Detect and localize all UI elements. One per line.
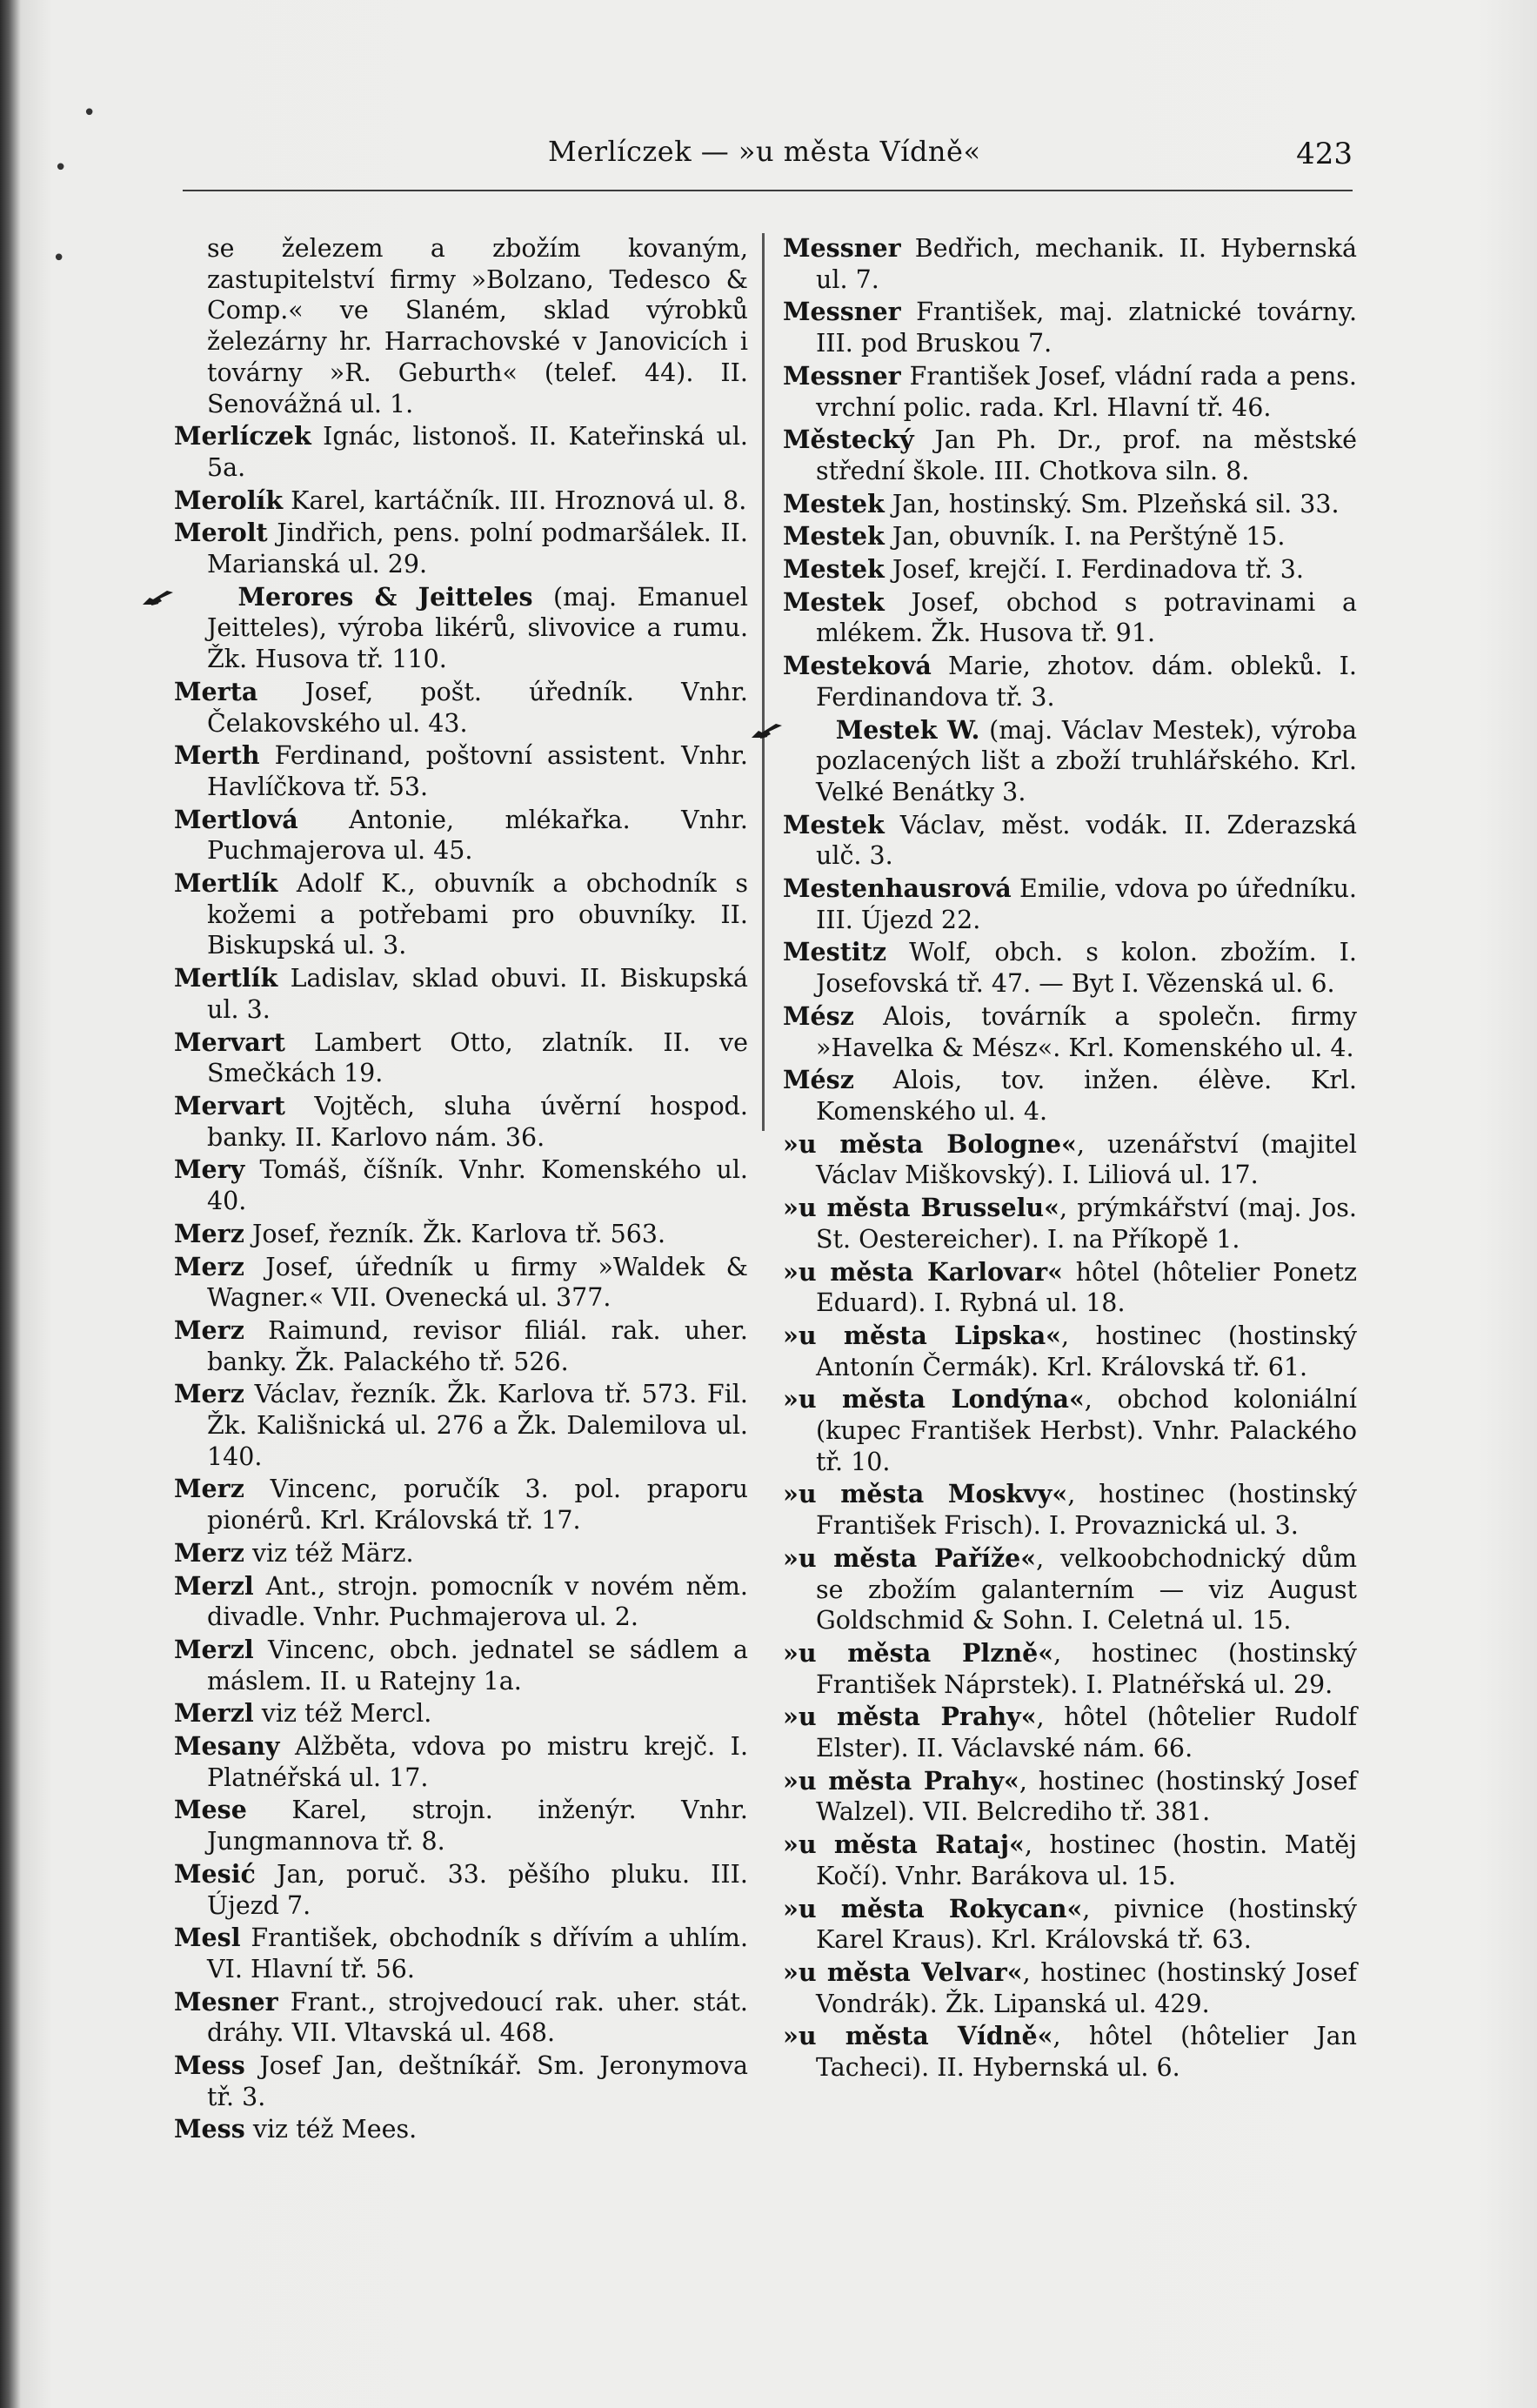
entry-name: Merolt <box>174 518 268 548</box>
directory-entry <box>174 518 748 579</box>
directory-entry <box>783 1257 1357 1319</box>
entry-name: Mervart <box>174 1027 285 1057</box>
entry-text: hôtel (hôtelier Ponetz Eduard). I. Rybná ul. 18. <box>816 1257 1357 1318</box>
entry-name: Merzl <box>174 1570 254 1601</box>
entry-text: Emilie, vdova po úředníku. III. Újezd 22. <box>816 874 1357 934</box>
entry-text: Václav, měst. vodák. II. Zderazská ulč. 3. <box>816 810 1357 871</box>
directory-entry <box>174 1923 748 1984</box>
entry-text: Raimund, revisor filiál. rak. uher. banky. Žk. Palackého tř. 526. <box>207 1315 748 1376</box>
entry-name: Merth <box>174 740 260 771</box>
entry-text: , velkoobchodnický dům se zbožím galanterním — viz August Goldschmid & Sohn. I. Celetná ul. 15. <box>816 1543 1357 1635</box>
header-rule <box>183 190 1353 191</box>
entry-name: Mestitz <box>783 937 887 967</box>
directory-entry <box>783 873 1357 935</box>
entry-text: František Josef, vládní rada a pens. vrchní polic. rada. Krl. Hlavní tř. 46. <box>816 361 1357 422</box>
directory-entry <box>174 1635 748 1696</box>
directory-entry <box>783 1321 1357 1382</box>
entry-text: , hostinec (hostinský Josef Walzel). VII. Belcrediho tř. 381. <box>816 1766 1357 1827</box>
directory-entry <box>174 1538 748 1569</box>
directory-entry <box>174 2050 748 2112</box>
entry-text: Alois, tov. inžen. élève. Krl. Komenského ul. 4. <box>816 1066 1357 1126</box>
entry-name: Mertlová <box>174 804 298 834</box>
directory-entry <box>783 1001 1357 1063</box>
entry-name: Mestek <box>783 488 885 518</box>
entry-text: Ant., strojn. pomocník v novém něm. divadle. Vnhr. Puchmajerova ul. 2. <box>207 1571 748 1632</box>
entry-text: Bedřich, mechanik. II. Hybernská ul. 7. <box>816 234 1357 294</box>
directory-entry <box>174 233 748 419</box>
directory-entry <box>174 1859 748 1921</box>
directory-entry <box>174 421 748 483</box>
entry-text: Antonie, mlékařka. Vnhr. Puchmajerova ul. 45. <box>207 805 748 866</box>
directory-entry <box>783 715 1357 808</box>
entry-text: Adolf K., obuvník a obchodník s kožemi a potřebami pro obuvníky. II. Biskupská ul. 3. <box>207 869 748 960</box>
entry-text: , hostinec (hostinský František Frisch). I. Provaznická ul. 3. <box>816 1480 1357 1541</box>
entry-name: Mesl <box>174 1923 241 1953</box>
entry-name: Mestenhausrová <box>783 873 1012 904</box>
print-speck: • <box>54 155 68 181</box>
entry-text: , hostinec (hostinský Antonín Čermák). Krl. Královská tř. 61. <box>816 1321 1357 1381</box>
entry-name: »u města Rokycan« <box>783 1893 1083 1923</box>
entry-text: Josef, obchod s potravinami a mlékem. Žk. Husova tř. 91. <box>816 587 1357 648</box>
directory-entry <box>174 963 748 1025</box>
entry-name: Mertlík <box>174 963 278 993</box>
entry-name: Mestek <box>783 521 885 552</box>
entry-name: »u města Lipska« <box>783 1320 1061 1350</box>
entry-name: Merz <box>174 1314 244 1345</box>
directory-entry <box>783 1543 1357 1636</box>
entry-text: viz též Mees. <box>244 2115 418 2144</box>
directory-entry <box>783 1384 1357 1477</box>
page-number: 423 <box>1296 137 1353 171</box>
entry-text: , hostinec (hostinský Josef Vondrák). Žk. Lipanská ul. 429. <box>816 1957 1357 2018</box>
entry-text: , hôtel (hôtelier Rudolf Elster). II. Václavské nám. 66. <box>816 1702 1357 1763</box>
directory-entry <box>783 1065 1357 1127</box>
directory-entry <box>174 1474 748 1535</box>
directory-entry <box>174 1154 748 1216</box>
directory-entry <box>174 805 748 866</box>
entry-name: Merz <box>174 1251 244 1281</box>
directory-entry <box>783 361 1357 423</box>
pointing-hand-icon <box>174 585 209 605</box>
entry-text: , hôtel (hôtelier Jan Tacheci). II. Hybernská ul. 6. <box>816 2022 1357 2083</box>
entry-name: Mész <box>783 1000 854 1031</box>
directory-entry <box>783 1766 1357 1828</box>
entry-text: Lambert Otto, zlatník. II. ve Smečkách 19. <box>207 1027 748 1088</box>
directory-entry <box>174 1795 748 1856</box>
entry-text: Václav, řezník. Žk. Karlova tř. 573. Fil. Žk. Kališnická ul. 276 a Žk. Dalemilova ul. 140. <box>207 1380 748 1471</box>
directory-entry <box>783 651 1357 712</box>
left-column <box>174 233 748 2147</box>
entry-name: Merz <box>174 1474 244 1504</box>
directory-entry <box>783 1638 1357 1700</box>
entry-name: Mertlík <box>174 868 278 899</box>
directory-entry <box>174 1571 748 1633</box>
directory-entry <box>174 740 748 802</box>
entry-text: , obchod koloniální (kupec František Herbst). Vnhr. Palackého tř. 10. <box>816 1385 1357 1476</box>
entry-name: Mesner <box>174 1986 278 2017</box>
directory-entry <box>174 1027 748 1089</box>
entry-text: Alois, továrník a společn. firmy »Havelka & Mész«. Krl. Komenského ul. 4. <box>816 1001 1357 1062</box>
page-header <box>183 135 1353 178</box>
entry-name: Mestek <box>783 554 885 585</box>
entry-name: Mesić <box>174 1858 256 1889</box>
entry-text: Karel, strojn. inženýr. Vnhr. Jungmannova tř. 8. <box>207 1796 748 1856</box>
entry-text: Josef Jan, deštníkář. Sm. Jeronymova tř. 3. <box>207 2051 748 2111</box>
entry-name: »u města Londýna« <box>783 1384 1085 1415</box>
directory-entry <box>783 1894 1357 1956</box>
directory-entry <box>174 868 748 961</box>
directory-entry <box>783 1829 1357 1891</box>
entry-name: Merzl <box>174 1634 254 1664</box>
entry-text: se železem a zbožím kovaným, zastupitelství firmy »Bolzano, Tedesco & Comp.« ve Slaném, sklad výrobků železárny hr. Harrachovské v Janovicích i továrny »R. Geburth« (telef. 44). II. Senovážná ul. 1. <box>207 234 748 418</box>
directory-entry <box>783 937 1357 999</box>
directory-entry <box>174 485 748 517</box>
entry-text: František, obchodník s dřívím a uhlím. VI. Hlavní tř. 56. <box>207 1923 748 1983</box>
directory-entry <box>783 489 1357 520</box>
entry-name: Merolík <box>174 485 284 515</box>
directory-entry <box>783 1129 1357 1191</box>
directory-entry <box>174 582 748 675</box>
entry-name: »u města Moskvy« <box>783 1479 1068 1509</box>
entry-text: , prýmkářství (maj. Jos. St. Oestereicher). I. na Příkopě 1. <box>816 1194 1357 1254</box>
entry-name: Merz <box>174 1218 244 1248</box>
directory-entry <box>783 554 1357 585</box>
print-speck: • <box>52 245 66 271</box>
entry-name: »u města Rataj« <box>783 1829 1025 1860</box>
entry-text: Vojtěch, sluha úvěrní hospod. banky. II. Karlovo nám. 36. <box>207 1091 748 1152</box>
directory-entry <box>783 1702 1357 1763</box>
entry-name: Merta <box>174 676 258 706</box>
directory-entry <box>783 2021 1357 2083</box>
entry-name: Mese <box>174 1795 247 1825</box>
pointing-hand-icon <box>783 718 818 739</box>
entry-text: Josef, krejčí. I. Ferdinadova tř. 3. <box>884 555 1304 585</box>
entry-name: Merz <box>174 1537 244 1568</box>
entry-name: Mestek <box>783 809 885 839</box>
directory-entry <box>783 810 1357 872</box>
entry-name: »u města Bologne« <box>783 1128 1077 1159</box>
entry-text: Ladislav, sklad obuvi. II. Biskupská ul. 3. <box>207 964 748 1024</box>
directory-entry <box>174 1987 748 2049</box>
directory-entry <box>174 1315 748 1377</box>
entry-name: Merlíczek <box>174 421 311 452</box>
entry-text: Josef, řezník. Žk. Karlova tř. 563. <box>244 1219 666 1248</box>
column-divider <box>762 233 765 1131</box>
entry-name: Merzl <box>174 1698 254 1729</box>
entry-name: Merores & Jeitteles <box>237 581 533 612</box>
directory-entry <box>783 425 1357 486</box>
entry-text: Vincenc, obch. jednatel se sádlem a máslem. II. u Ratejny 1a. <box>207 1635 748 1696</box>
directory-entry <box>783 1193 1357 1254</box>
directory-entry <box>174 2114 748 2145</box>
directory-entry <box>174 1219 748 1250</box>
entry-text: , pivnice (hostinský Karel Kraus). Krl. Královská tř. 63. <box>816 1894 1357 1955</box>
entry-name: Mész <box>783 1065 854 1095</box>
entry-name: Mesteková <box>783 651 932 681</box>
entry-name: Mesany <box>174 1731 280 1762</box>
entry-name: Messner <box>783 297 901 327</box>
directory-entry <box>174 677 748 739</box>
entry-text: Wolf, obch. s kolon. zbožím. I. Josefovská tř. 47. — Byt I. Vězenská ul. 6. <box>816 938 1357 999</box>
entry-text: viz též März. <box>244 1538 414 1568</box>
entry-text: Ignác, listonoš. II. Kateřinská ul. 5a. <box>207 422 748 482</box>
entry-text: Jan, obuvník. I. na Perštýně 15. <box>884 522 1286 552</box>
entry-text: Josef, pošt. úředník. Vnhr. Čelakovského ul. 43. <box>207 677 748 738</box>
directory-entry <box>783 297 1357 358</box>
entry-name: »u města Vídně« <box>783 2021 1053 2051</box>
entry-name: Mestek W. <box>835 714 980 745</box>
running-head: Merlíczek — »u města Vídně« <box>548 135 981 168</box>
entry-text: Jan, hostinský. Sm. Plzeňská sil. 33. <box>884 489 1340 518</box>
directory-entry <box>783 233 1357 295</box>
right-column <box>783 233 1357 2085</box>
entry-name: »u města Plzně« <box>783 1637 1054 1668</box>
directory-entry <box>783 587 1357 649</box>
entry-name: »u města Prahy« <box>783 1702 1037 1732</box>
entry-text: , hostinec (hostin. Matěj Kočí). Vnhr. Barákova ul. 15. <box>816 1830 1358 1890</box>
directory-entry <box>783 521 1357 552</box>
directory-entry <box>783 1479 1357 1541</box>
entry-text: (maj. Emanuel Jeitteles), výroba likérů, slivovice a rumu. Žk. Husova tř. 110. <box>207 582 748 674</box>
entry-text: Marie, zhotov. dám. obleků. I. Ferdinandova tř. 3. <box>816 652 1357 712</box>
entry-text: Josef, úředník u firmy »Waldek & Wagner.« VII. Ovenecká ul. 377. <box>207 1252 748 1313</box>
entry-text: Vincenc, poručík 3. pol. praporu pionérů. Krl. Královská tř. 17. <box>207 1475 748 1535</box>
entry-text: František, maj. zlatnické továrny. III. pod Bruskou 7. <box>816 298 1357 358</box>
entry-text: Frant., strojvedoucí rak. uher. stát. dráhy. VII. Vltavská ul. 468. <box>207 1987 748 2048</box>
entry-text: , uzenářství (majitel Václav Miškovský). I. Liliová ul. 17. <box>816 1129 1358 1190</box>
directory-entry <box>174 1731 748 1793</box>
directory-entry <box>174 1379 748 1472</box>
entry-name: Mery <box>174 1154 245 1185</box>
entry-text: Ferdinand, poštovní assistent. Vnhr. Havlíčkova tř. 53. <box>207 741 748 801</box>
entry-name: Messner <box>783 360 901 391</box>
directory-entry <box>174 1698 748 1729</box>
entry-name: »u města Brusselu« <box>783 1193 1059 1223</box>
entry-text: Jan Ph. Dr., prof. na městské střední škole. III. Chotkova siln. 8. <box>816 425 1357 485</box>
entry-text: Karel, kartáčník. III. Hroznová ul. 8. <box>283 485 747 515</box>
entry-name: Messner <box>783 233 901 263</box>
entry-name: Merz <box>174 1379 244 1409</box>
directory-entry <box>174 1252 748 1314</box>
entry-name: »u města Prahy« <box>783 1765 1019 1796</box>
entry-text: Alžběta, vdova po mistru krejč. I. Platnéřská ul. 17. <box>207 1732 748 1792</box>
entry-name: Mess <box>174 2050 245 2081</box>
entry-name: Mestek <box>783 586 885 617</box>
entry-name: Mervart <box>174 1090 285 1120</box>
directory-entry <box>783 1957 1357 2019</box>
entry-text: viz též Mercl. <box>253 1699 432 1729</box>
entry-text: Jan, poruč. 33. pěšího pluku. III. Újezd 7. <box>207 1859 748 1920</box>
entry-text: Tomáš, číšník. Vnhr. Komenského ul. 40. <box>207 1155 748 1216</box>
entry-text: Jindřich, pens. polní podmaršálek. II. Marianská ul. 29. <box>207 518 748 579</box>
entry-text: (maj. Václav Mestek), výroba pozlacených lišt a zboží truhlářského. Krl. Velké Benátky 3. <box>816 715 1357 806</box>
entry-name: Mess <box>174 2114 245 2144</box>
entry-text: , hostinec (hostinský František Náprstek). I. Platnéřská ul. 29. <box>816 1638 1358 1699</box>
entry-name: »u města Paříže« <box>783 1542 1037 1573</box>
directory-entry <box>174 1091 748 1153</box>
entry-name: Městecký <box>783 425 914 455</box>
entry-name: »u města Velvar« <box>783 1956 1023 1987</box>
entry-name: »u města Karlovar« <box>783 1256 1063 1287</box>
print-speck: • <box>83 100 97 126</box>
